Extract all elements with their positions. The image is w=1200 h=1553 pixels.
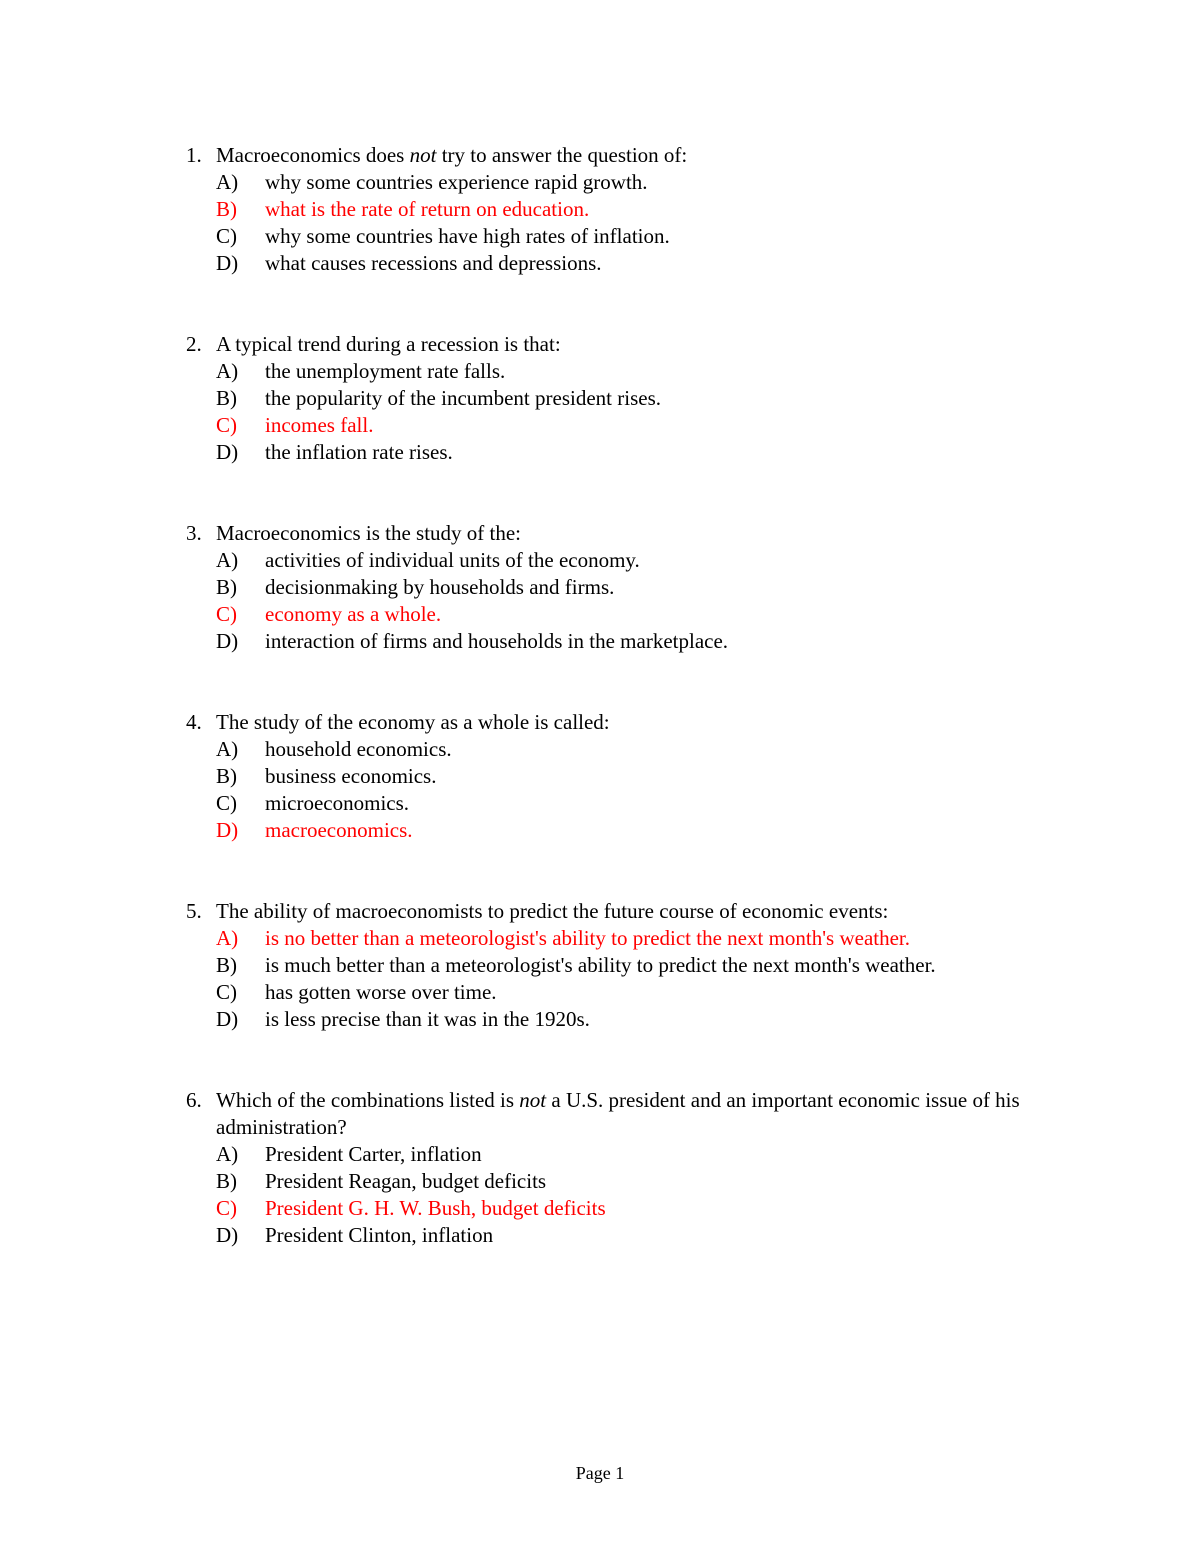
- option-c: [186, 979, 1026, 1006]
- option-b: [186, 952, 1026, 979]
- option-text: the popularity of the incumbent president rises.: [265, 386, 661, 410]
- option-text: President Clinton, inflation: [265, 1223, 494, 1247]
- answer-options: [186, 547, 1026, 655]
- answer-options: [186, 925, 1026, 1033]
- stem-text: Macroeconomics is the study of the:: [216, 521, 522, 545]
- question-list: [186, 142, 1026, 1249]
- question-stem: [186, 142, 1026, 169]
- option-text: the inflation rate rises.: [265, 440, 453, 464]
- option-c-correct-answer: [186, 412, 1026, 439]
- stem-text: try to answer the question of:: [436, 143, 688, 167]
- option-text: why some countries have high rates of inflation.: [265, 224, 670, 248]
- question-stem: [186, 1087, 1026, 1141]
- question-number: 3.: [186, 521, 202, 545]
- option-letter: B): [216, 197, 237, 221]
- question-spacer: [186, 1033, 1026, 1087]
- option-text: incomes fall.: [265, 413, 374, 437]
- option-letter: B): [216, 386, 237, 410]
- option-text: microeconomics.: [265, 791, 410, 815]
- option-text: President Reagan, budget deficits: [265, 1169, 547, 1193]
- option-text: why some countries experience rapid growth.: [265, 170, 648, 194]
- question-number: 1.: [186, 143, 202, 167]
- option-letter: D): [216, 818, 239, 842]
- question-spacer: [186, 277, 1026, 331]
- question-stem: [186, 331, 1026, 358]
- option-text: the unemployment rate falls.: [265, 359, 506, 383]
- stem-emphasis: not: [519, 1088, 547, 1112]
- answer-options: [186, 169, 1026, 277]
- option-c-correct-answer: [186, 1195, 1026, 1222]
- option-d: [186, 1006, 1026, 1033]
- option-d: [186, 1222, 1026, 1249]
- question-number: 5.: [186, 899, 202, 923]
- option-letter: D): [216, 440, 239, 464]
- question-spacer: [186, 466, 1026, 520]
- option-d: [186, 250, 1026, 277]
- stem-text: A typical trend during a recession is that:: [216, 332, 561, 356]
- option-letter: A): [216, 926, 239, 950]
- stem-emphasis: not: [409, 143, 437, 167]
- option-letter: A): [216, 737, 239, 761]
- option-b-correct-answer: [186, 196, 1026, 223]
- option-text: President Carter, inflation: [265, 1142, 482, 1166]
- option-letter: C): [216, 602, 237, 626]
- option-text: household economics.: [265, 737, 452, 761]
- question-3: [186, 520, 1026, 655]
- answer-options: [186, 358, 1026, 466]
- answer-options: [186, 1141, 1026, 1249]
- stem-text: The study of the economy as a whole is called:: [216, 710, 610, 734]
- option-text: macroeconomics.: [265, 818, 413, 842]
- option-a: [186, 169, 1026, 196]
- question-4: [186, 709, 1026, 844]
- option-text: is no better than a meteorologist's ability to predict the next month's weather.: [265, 926, 911, 950]
- stem-text: a U.S. president and an important economic issue of his administration?: [216, 1088, 1020, 1139]
- option-letter: B): [216, 953, 237, 977]
- option-b: [186, 574, 1026, 601]
- question-spacer: [186, 844, 1026, 898]
- question-number: 6.: [186, 1088, 202, 1112]
- option-text: has gotten worse over time.: [265, 980, 497, 1004]
- option-letter: C): [216, 980, 237, 1004]
- option-c: [186, 790, 1026, 817]
- stem-text: Macroeconomics does: [216, 143, 410, 167]
- option-a: [186, 1141, 1026, 1168]
- option-letter: D): [216, 1223, 239, 1247]
- option-b: [186, 1168, 1026, 1195]
- option-letter: D): [216, 629, 239, 653]
- option-b: [186, 385, 1026, 412]
- option-text: what causes recessions and depressions.: [265, 251, 602, 275]
- question-number: 2.: [186, 332, 202, 356]
- stem-text: The ability of macroeconomists to predict the future course of economic events:: [216, 899, 889, 923]
- option-letter: B): [216, 764, 237, 788]
- option-a: [186, 547, 1026, 574]
- option-text: President G. H. W. Bush, budget deficits: [265, 1196, 606, 1220]
- stem-text: Which of the combinations listed is: [216, 1088, 520, 1112]
- option-letter: C): [216, 224, 237, 248]
- answer-options: [186, 736, 1026, 844]
- option-text: business economics.: [265, 764, 437, 788]
- option-text: is less precise than it was in the 1920s.: [265, 1007, 590, 1031]
- option-letter: A): [216, 359, 239, 383]
- option-letter: D): [216, 251, 239, 275]
- option-text: is much better than a meteorologist's ability to predict the next month's weather.: [265, 953, 936, 977]
- option-letter: C): [216, 1196, 237, 1220]
- option-letter: A): [216, 548, 239, 572]
- option-letter: A): [216, 170, 239, 194]
- question-1: [186, 142, 1026, 277]
- option-a-correct-answer: [186, 925, 1026, 952]
- question-stem: [186, 520, 1026, 547]
- option-text: what is the rate of return on education.: [265, 197, 590, 221]
- option-d-correct-answer: [186, 817, 1026, 844]
- option-d: [186, 439, 1026, 466]
- option-d: [186, 628, 1026, 655]
- question-2: [186, 331, 1026, 466]
- question-number: 4.: [186, 710, 202, 734]
- question-stem: [186, 898, 1026, 925]
- question-spacer: [186, 655, 1026, 709]
- option-text: activities of individual units of the economy.: [265, 548, 640, 572]
- option-letter: A): [216, 1142, 239, 1166]
- option-a: [186, 358, 1026, 385]
- option-letter: C): [216, 791, 237, 815]
- option-text: decisionmaking by households and firms.: [265, 575, 615, 599]
- page-number-footer: Page 1: [575, 1463, 625, 1483]
- option-letter: C): [216, 413, 237, 437]
- option-text: economy as a whole.: [265, 602, 442, 626]
- question-5: [186, 898, 1026, 1033]
- option-a: [186, 736, 1026, 763]
- option-c-correct-answer: [186, 601, 1026, 628]
- option-letter: D): [216, 1007, 239, 1031]
- option-letter: B): [216, 1169, 237, 1193]
- option-text: interaction of firms and households in the marketplace.: [265, 629, 729, 653]
- question-6: [186, 1087, 1026, 1249]
- option-b: [186, 763, 1026, 790]
- option-letter: B): [216, 575, 237, 599]
- question-stem: [186, 709, 1026, 736]
- option-c: [186, 223, 1026, 250]
